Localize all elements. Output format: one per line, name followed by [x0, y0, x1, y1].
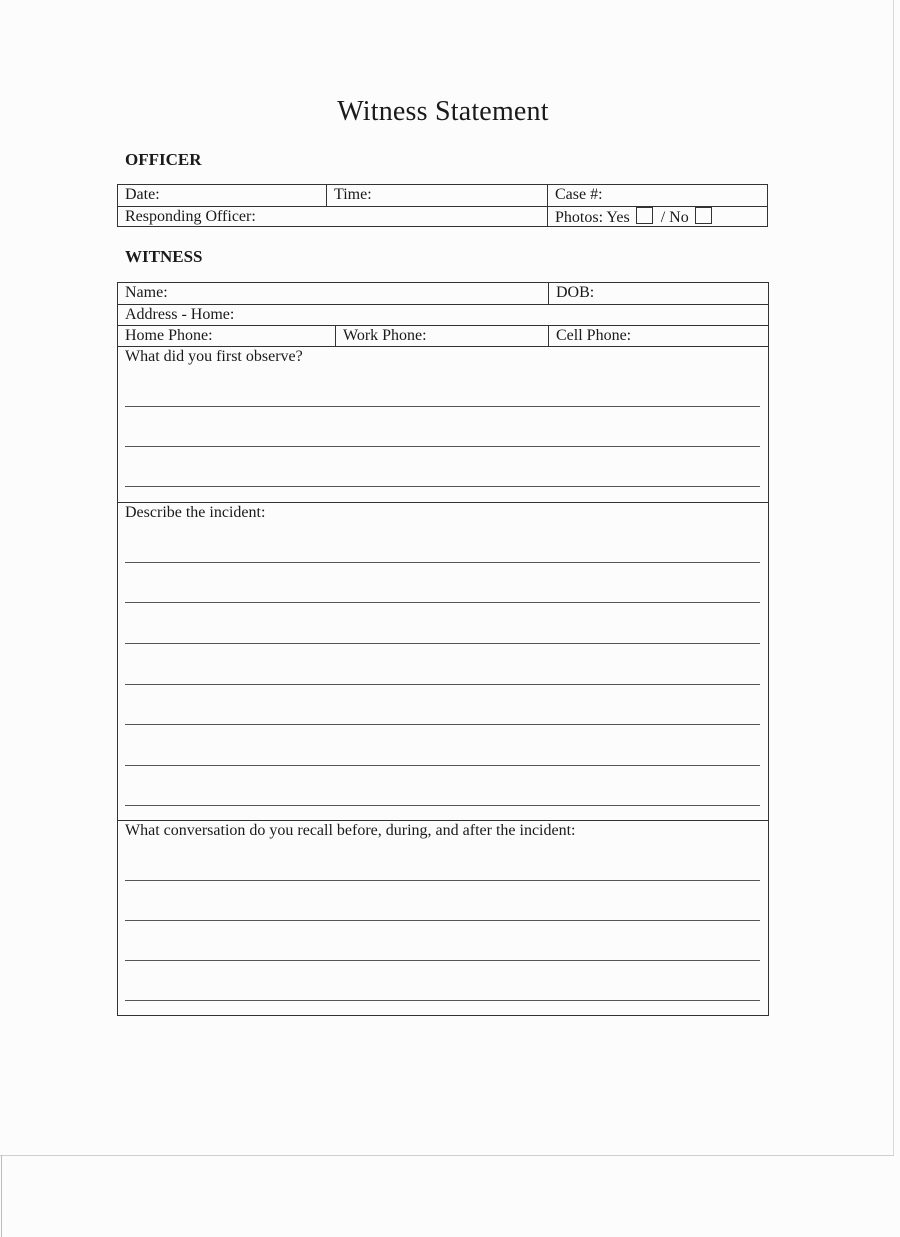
conversation-section [118, 820, 768, 1016]
scan-page-edge [1, 1155, 2, 1237]
cell-phone-label: Cell Phone: [556, 327, 632, 344]
incident-answer-line[interactable] [125, 805, 760, 806]
dob-field[interactable] [548, 283, 768, 304]
dob-label: DOB: [556, 284, 595, 301]
responding-officer-label: Responding Officer: [125, 208, 256, 225]
officer-row-2 [118, 206, 767, 227]
incident-answer-line[interactable] [125, 562, 760, 563]
incident-answer-line[interactable] [125, 643, 760, 644]
date-label: Date: [125, 186, 160, 203]
witness-row-name [118, 283, 768, 304]
time-field[interactable] [326, 185, 547, 206]
conversation-answer-line[interactable] [125, 920, 760, 921]
incident-answer-line[interactable] [125, 765, 760, 766]
photos-no-checkbox[interactable] [695, 207, 712, 224]
witness-heading: WITNESS [125, 247, 203, 266]
cell-phone-field[interactable] [548, 326, 768, 346]
photos-yes-checkbox[interactable] [636, 207, 653, 224]
observe-answer-line[interactable] [125, 486, 760, 487]
scan-page-edge [0, 1155, 894, 1156]
incident-section [118, 502, 768, 820]
incident-answer-line[interactable] [125, 602, 760, 603]
witness-row-phones [118, 325, 768, 346]
incident-answer-line[interactable] [125, 724, 760, 725]
incident-answer-line[interactable] [125, 684, 760, 685]
witness-table [117, 282, 769, 1016]
officer-row-1 [118, 185, 767, 206]
home-phone-field[interactable] [118, 326, 335, 346]
conversation-answer-line[interactable] [125, 1000, 760, 1001]
name-label: Name: [125, 284, 168, 301]
conversation-answer-line[interactable] [125, 960, 760, 961]
officer-table [117, 184, 768, 227]
observe-section [118, 346, 768, 502]
incident-prompt: Describe the incident: [125, 504, 266, 521]
officer-heading: OFFICER [125, 150, 202, 169]
conversation-answer-line[interactable] [125, 880, 760, 881]
home-phone-label: Home Phone: [125, 327, 213, 344]
address-home-field[interactable] [118, 305, 768, 325]
work-phone-label: Work Phone: [343, 327, 427, 344]
photos-yes-label: Photos: Yes [555, 209, 630, 226]
case-number-field[interactable] [547, 185, 767, 206]
observe-answer-line[interactable] [125, 446, 760, 447]
case-number-label: Case #: [555, 186, 603, 203]
responding-officer-field[interactable] [118, 207, 547, 227]
date-field[interactable] [118, 185, 326, 206]
witness-row-address [118, 304, 768, 325]
scan-page-edge [893, 0, 894, 1155]
page-title: Witness Statement [337, 96, 549, 127]
name-field[interactable] [118, 283, 548, 304]
photos-field [547, 207, 767, 227]
observe-answer-line[interactable] [125, 406, 760, 407]
time-label: Time: [334, 186, 372, 203]
work-phone-field[interactable] [335, 326, 548, 346]
address-home-label: Address - Home: [125, 306, 235, 323]
photos-no-label: / No [660, 209, 689, 226]
observe-prompt: What did you first observe? [125, 348, 303, 365]
conversation-prompt: What conversation do you recall before, during, and after the incident: [125, 822, 576, 839]
